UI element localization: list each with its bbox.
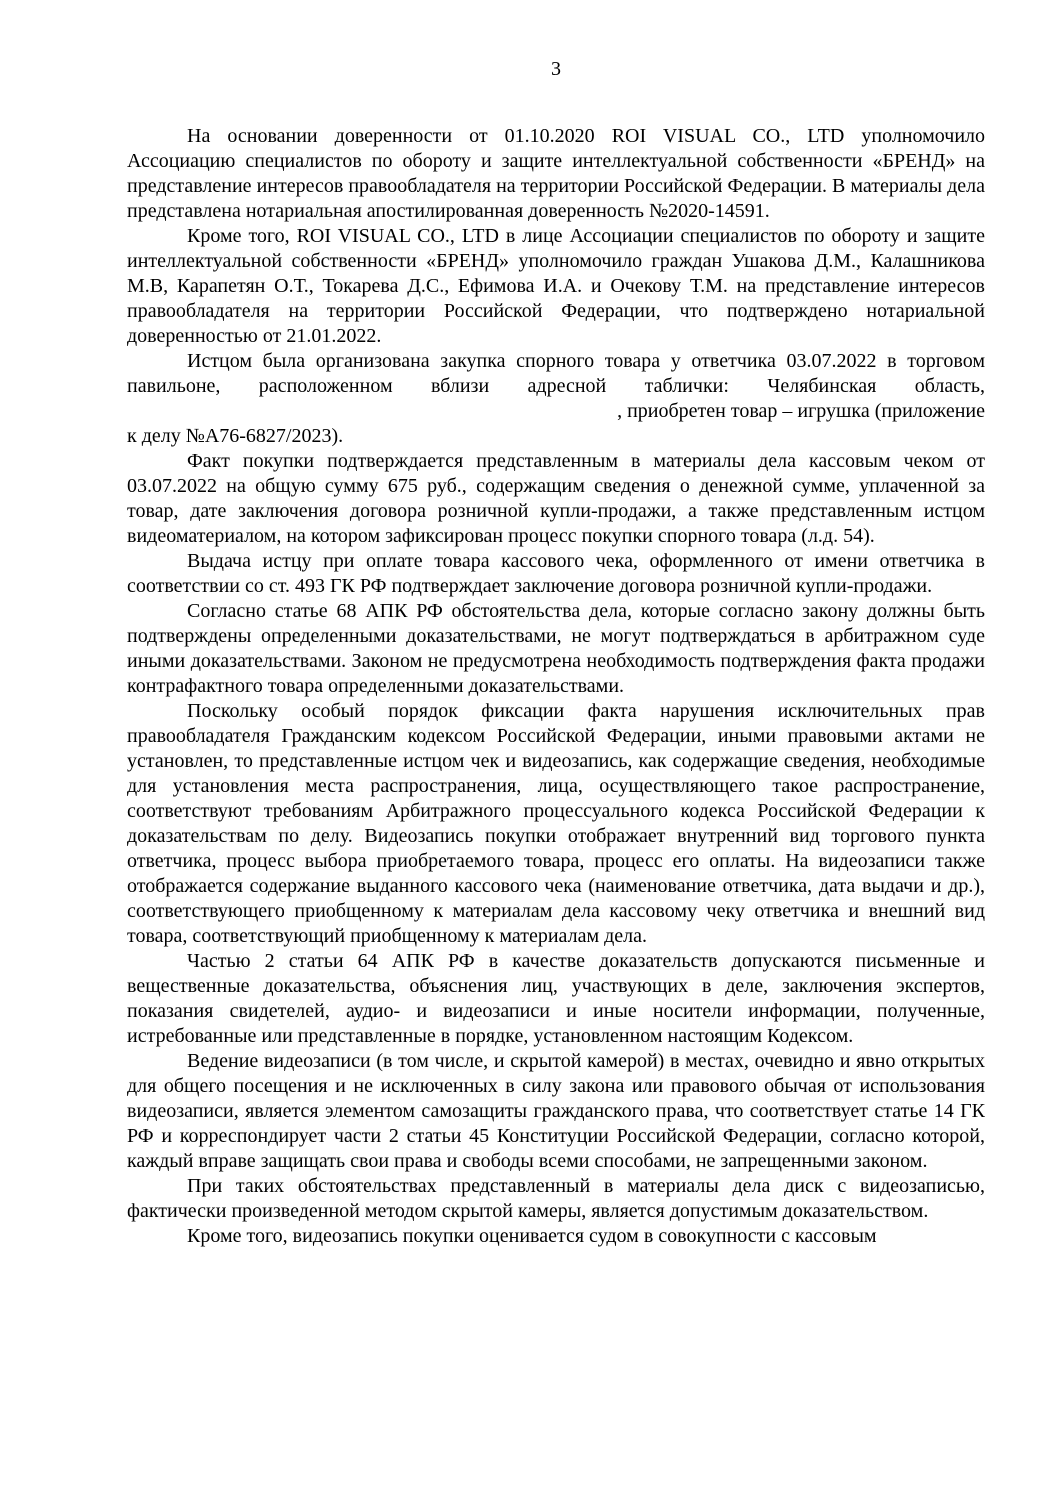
paragraph-apk-article-64: Частью 2 статьи 64 АПК РФ в качестве доказательств допускаются письменные и вещественные доказательства, объяснения лиц, участвующих в деле, заключения экспертов, показания свидетелей, аудио- и видеозаписи и иные носители информации, полученные, истребованные или представленные в порядке, установленном настоящим Кодексом. (127, 950, 985, 1047)
paragraph-disk-admissible-evidence: При таких обстоятельствах представленный в материалы дела диск с видеозаписью, фактически произведенной методом скрытой камеры, является допустимым доказательством. (127, 1175, 985, 1222)
paragraph-hidden-camera-legality: Ведение видеозаписи (в том числе, и скрытой камерой) в местах, очевидно и явно открытых для общего посещения и не исключенных в силу закона или правового обычая от использования видеозаписи, является элементом самозащиты гражданского права, что соответствует статье 14 ГК РФ и корреспондирует части 2 статьи 45 Конституции Российской Федерации, согласно которой, каждый вправе защищать свои права и свободы всеми способами, не запрещенными законом. (127, 1050, 985, 1172)
paragraph-video-assessed-with-receipt: Кроме того, видеозапись покупки оценивается судом в совокупности с кассовым (187, 1225, 877, 1247)
paragraph-purchase-with-redacted-address (127, 349, 985, 449)
paragraph-purchase-right-aligned-line: , приобретен товар – игрушка (приложение (617, 400, 985, 422)
paragraph-receipt-article-493: Выдача истцу при оплате товара кассового чека, оформленного от имени ответчика в соответствии со ст. 493 ГК РФ подтверждает заключение договора розничной купли-продажи. (127, 550, 985, 597)
paragraph-evidence-video-description: Поскольку особый порядок фиксации факта нарушения исключительных прав правообладателя Гражданским кодексом Российской Федерации, иными правовыми актами не установлен, то представленные истцом чек и видеозапись, как содержащие сведения, необходимые для установления места распространения, лица, осуществляющего такое распространение, соответствуют требованиям Арбитражного процессуального кодекса Российской Федерации к доказательствам по делу. Видеозапись покупки отображает внутренний вид торгового пункта ответчика, процесс выбора приобретаемого товара, процесс его оплаты. На видеозаписи также отображается содержание выданного кассового чека (наименование ответчика, дата выдачи и др.), соответствующего приобщенному к материалам дела кассовому чеку ответчика и внешний вид товара, соответствующий приобщенному к материалам дела. (127, 700, 985, 947)
paragraph-apk-article-68: Согласно статье 68 АПК РФ обстоятельства дела, которые согласно закону должны быть подтверждены определенными доказательствами, не могут подтверждаться в арбитражном суде иными доказательствами. Законом не предусмотрена необходимость подтверждения факта продажи контрафактного товара определенными доказательствами. (127, 600, 985, 697)
paragraph-purchase-case-number-line: к делу №А76-6827/2023). (127, 425, 344, 447)
document-body (127, 124, 985, 1249)
paragraph-purchase-justified-part: Истцом была организована закупка спорного товара у ответчика 03.07.2022 в торговом павильоне, расположенном вблизи адресной таблички: Челябинская область, (127, 350, 985, 397)
paragraph-authorized-citizens: Кроме того, ROI VISUAL CO., LTD в лице Ассоциации специалистов по обороту и защите интеллектуальной собственности «БРЕНД» уполномочило граждан Ушакова Д.М., Калашникова М.В, Карапетян О.Т., Токарева Д.С., Ефимова И.А. и Очекову Т.М. на представление интересов правообладателя на территории Российской Федерации, что подтверждено нотариальной доверенностью от 21.01.2022. (127, 225, 985, 347)
page-number: 3 (551, 58, 561, 80)
paragraph-power-of-attorney-2020: На основании доверенности от 01.10.2020 ROI VISUAL CO., LTD уполномочило Ассоциацию специалистов по обороту и защите интеллектуальной собственности «БРЕНД» на представление интересов правообладателя на территории Российской Федерации. В материалы дела представлена нотариальная апостилированная доверенность №2020-14591. (127, 125, 985, 222)
paragraph-purchase-fact-receipt: Факт покупки подтверждается представленным в материалы дела кассовым чеком от 03.07.2022 на общую сумму 675 руб., содержащим сведения о денежной сумме, уплаченной за товар, дате заключения договора розничной купли-продажи, а также представленным истцом видеоматериалом, на котором зафиксирован процесс покупки спорного товара (л.д. 54). (127, 450, 985, 547)
